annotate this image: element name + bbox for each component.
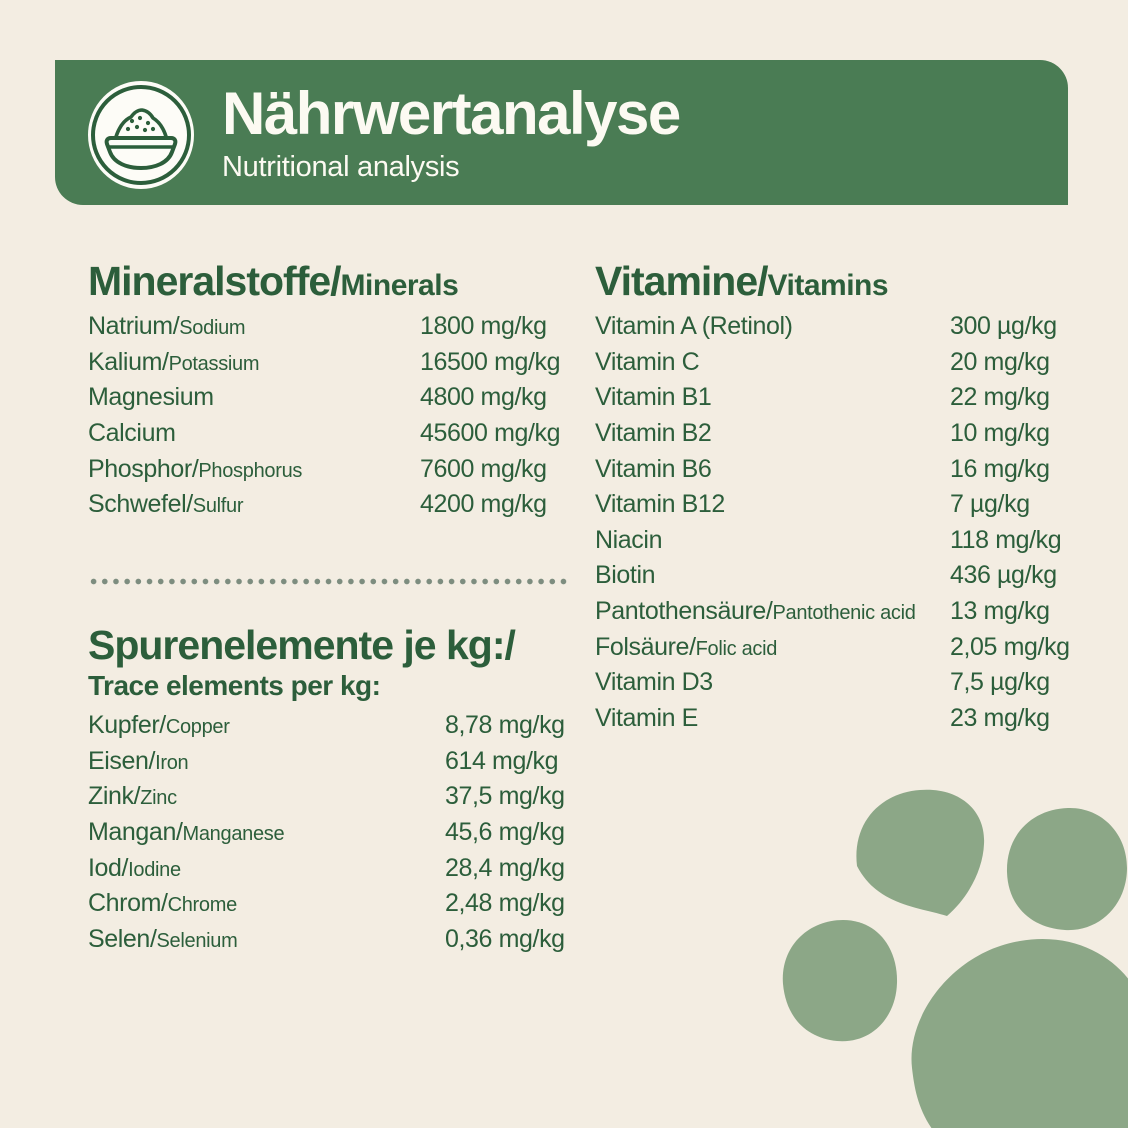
nutrient-value: 13 mg/kg <box>950 597 1050 626</box>
minerals-table <box>88 309 570 523</box>
trace-heading <box>88 622 570 668</box>
trace-heading-en: Trace elements per kg: <box>88 670 381 701</box>
nutrient-row <box>595 523 1100 559</box>
nutrient-row <box>88 779 570 815</box>
nutrient-value: 20 mg/kg <box>950 347 1050 376</box>
nutrient-row <box>88 380 570 416</box>
nutrient-row <box>595 629 1100 665</box>
nutrient-row <box>595 665 1100 701</box>
nutrient-label: Vitamin C <box>595 347 700 376</box>
page-title: Nährwertanalyse <box>222 80 680 147</box>
nutrient-row <box>595 594 1100 630</box>
minerals-heading-en: Minerals <box>340 269 459 302</box>
nutrient-row <box>595 380 1100 416</box>
nutrient-label: Natrium/Sodium <box>88 312 246 341</box>
nutrient-label: Vitamin B1 <box>595 383 712 412</box>
nutrient-label: Kupfer/Copper <box>88 711 230 740</box>
nutrient-label: Vitamin E <box>595 703 698 732</box>
nutrient-value: 28,4 mg/kg <box>445 853 565 882</box>
nutrient-value: 23 mg/kg <box>950 703 1050 732</box>
nutrient-value: 4800 mg/kg <box>420 383 547 412</box>
minerals-heading <box>88 258 570 309</box>
nutrient-label: Zink/Zinc <box>88 782 177 811</box>
page-subtitle: Nutritional analysis <box>222 151 460 183</box>
paw-print-icon <box>748 748 1128 1128</box>
nutrient-label: Selen/Selenium <box>88 924 238 953</box>
nutrient-value: 7,5 µg/kg <box>950 668 1050 697</box>
nutrient-label: Pantothensäure/Pantothenic acid <box>595 597 916 626</box>
nutrient-label: Eisen/Iron <box>88 746 189 775</box>
nutrient-value: 118 mg/kg <box>950 525 1062 554</box>
nutrient-label: Magnesium <box>88 383 214 412</box>
nutrient-value: 0,36 mg/kg <box>445 924 565 953</box>
nutrient-row <box>595 416 1100 452</box>
nutrient-label: Vitamin B12 <box>595 490 725 519</box>
header-banner <box>55 60 1068 205</box>
nutrient-value: 1800 mg/kg <box>420 312 547 341</box>
nutrient-row <box>88 886 570 922</box>
nutrient-value: 10 mg/kg <box>950 419 1050 448</box>
dotted-divider <box>88 578 570 585</box>
nutrient-row <box>595 701 1100 737</box>
header-titles <box>222 82 680 184</box>
nutrient-row <box>88 487 570 523</box>
nutrient-value: 2,48 mg/kg <box>445 889 565 918</box>
nutrient-value: 7600 mg/kg <box>420 454 547 483</box>
nutrient-row <box>88 815 570 851</box>
nutrient-row <box>88 744 570 780</box>
nutrient-row <box>595 487 1100 523</box>
nutrient-label: Schwefel/Sulfur <box>88 490 244 519</box>
section-minerals <box>88 258 570 523</box>
nutrient-label: Niacin <box>595 525 663 554</box>
nutrient-value: 45600 mg/kg <box>420 419 561 448</box>
nutrient-value: 37,5 mg/kg <box>445 782 565 811</box>
trace-heading-de: Spurenelemente je kg:/ <box>88 622 515 668</box>
nutrient-row <box>88 416 570 452</box>
nutrient-value: 16 mg/kg <box>950 454 1050 483</box>
nutrient-label: Calcium <box>88 419 176 448</box>
nutrient-row <box>595 309 1100 345</box>
section-vitamins <box>595 258 1100 736</box>
nutrient-row <box>88 309 570 345</box>
nutrient-label: Kalium/Potassium <box>88 347 260 376</box>
nutrient-value: 7 µg/kg <box>950 490 1030 519</box>
vitamins-heading-de: Vitamine/ <box>595 258 768 304</box>
nutrient-label: Phosphor/Phosphorus <box>88 454 303 483</box>
nutrient-value: 614 mg/kg <box>445 746 559 775</box>
vitamins-heading-en: Vitamins <box>767 269 889 302</box>
nutrient-row <box>88 922 570 958</box>
nutrient-row <box>88 850 570 886</box>
nutrient-label: Vitamin B2 <box>595 419 712 448</box>
nutrient-label: Vitamin B6 <box>595 454 712 483</box>
nutrient-value: 436 µg/kg <box>950 561 1057 590</box>
nutrient-value: 300 µg/kg <box>950 312 1057 341</box>
nutrient-value: 22 mg/kg <box>950 383 1050 412</box>
nutrient-label: Vitamin D3 <box>595 668 713 697</box>
nutrient-label: Iod/Iodine <box>88 853 181 882</box>
nutrient-row <box>595 558 1100 594</box>
food-bowl-icon <box>87 80 195 190</box>
nutrient-value: 8,78 mg/kg <box>445 711 565 740</box>
minerals-heading-de: Mineralstoffe/ <box>88 258 341 304</box>
vitamins-table <box>595 309 1100 736</box>
section-trace-elements <box>88 622 570 957</box>
nutrient-value: 45,6 mg/kg <box>445 818 565 847</box>
nutrient-value: 4200 mg/kg <box>420 490 547 519</box>
nutrient-value: 16500 mg/kg <box>420 347 561 376</box>
nutrient-row <box>88 708 570 744</box>
trace-table <box>88 708 570 957</box>
nutrient-label: Folsäure/Folic acid <box>595 632 778 661</box>
nutrient-label: Mangan/Manganese <box>88 818 285 847</box>
nutrient-row <box>88 451 570 487</box>
nutrient-row <box>595 451 1100 487</box>
vitamins-heading <box>595 258 1100 309</box>
nutrient-value: 2,05 mg/kg <box>950 632 1070 661</box>
nutrient-row <box>88 345 570 381</box>
nutrient-label: Vitamin A (Retinol) <box>595 312 793 341</box>
nutrient-label: Chrom/Chrome <box>88 889 237 918</box>
nutrient-row <box>595 345 1100 381</box>
nutrient-label: Biotin <box>595 561 656 590</box>
